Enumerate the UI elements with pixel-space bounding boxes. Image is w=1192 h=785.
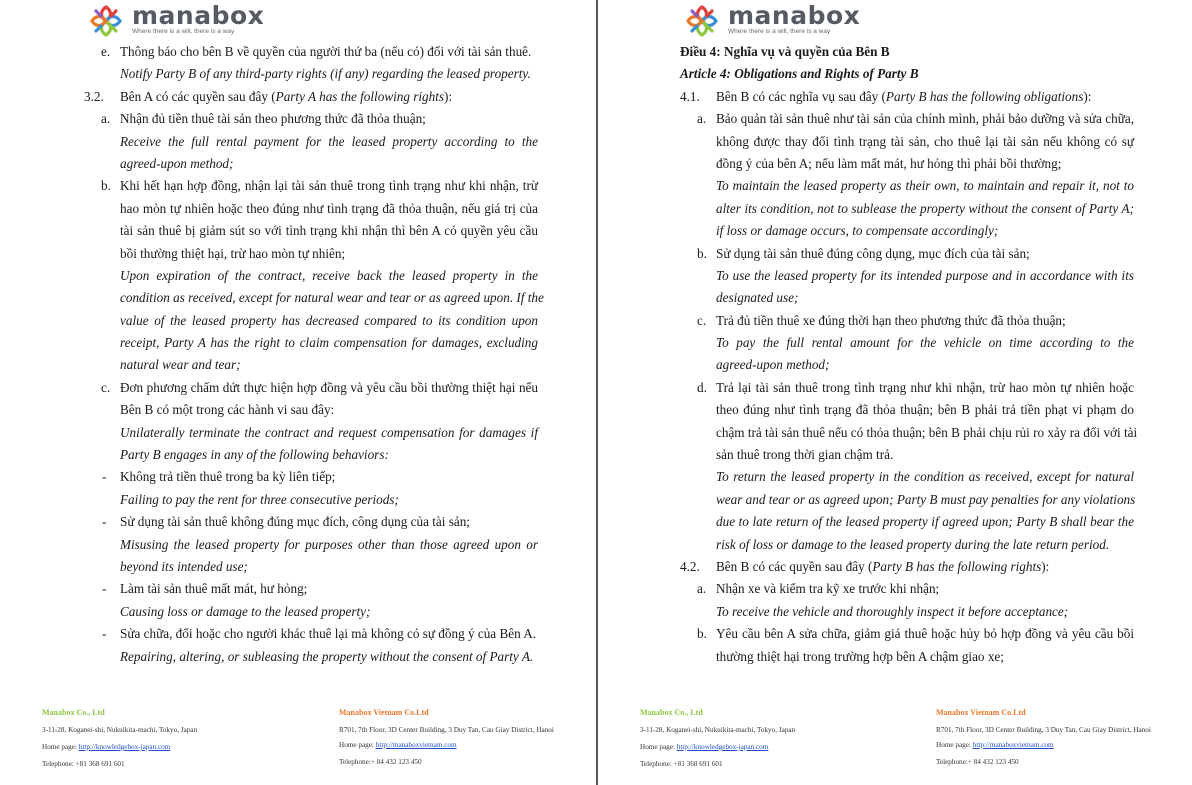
item-c (680, 310, 1136, 332)
vi-text: Đơn phương chấm dứt thực hiện hợp đồng và yêu cầu bồi thường thiệt hại nếu (120, 379, 538, 395)
en-text: Receive the full rental payment for the leased property according to the (120, 133, 538, 149)
en-text: beyond its intended use; (120, 558, 248, 574)
manabox-logo-icon (84, 1, 128, 41)
clause-3-2 (84, 86, 539, 108)
homepage-link[interactable]: http://manaboxvietnam.com (375, 741, 457, 749)
vi-text: thường thiệt hại trong trường hợp bên A chậm giao xe; (716, 648, 1004, 664)
company-phone: Telephone:+ 84 432 123 450 (339, 758, 422, 766)
item-c (84, 377, 539, 399)
en-text: designated use; (716, 290, 799, 306)
clause-heading: Bên B có các quyền sau đây (Party B has the following rights): (716, 558, 1050, 574)
vi-text: Trả đủ tiền thuê xe đúng thời hạn theo phương thức đã thỏa thuận; (716, 312, 1066, 328)
vi-text: Khi hết hạn hợp đồng, nhận lại tài sản thuê trong tình trạng như khi nhận, trừ (120, 178, 538, 194)
company-name: Manabox Vietnam Co.Ltd (339, 708, 429, 717)
dash-item (84, 466, 539, 488)
brand-tagline: Where there is a will, there is a way (132, 28, 235, 35)
company-address: R701, 7th Floor, 3D Center Building, 3 Duy Tan, Cau Giay District, Hanoi (936, 726, 1151, 734)
company-address: 3-11-28, Koganei-shi, Nukuikita-machi, Tokyo, Japan (640, 726, 796, 734)
en-text: agreed-upon method; (120, 155, 234, 171)
item-marker: b. (697, 245, 707, 261)
vi-text: Yêu cầu bên A sửa chữa, giảm giá thuê hoặc hủy bỏ hợp đồng và yêu cầu bồi (716, 626, 1134, 642)
footer-vn: Manabox Vietnam Co.Ltd R701, 7th Floor, 3D Center Building, 3 Duy Tan, Cau Giay District, Hanoi Home page: http://manaboxvietnam.com Telephone:+ 84 432 123 450 (339, 708, 579, 775)
item-marker: b. (101, 178, 111, 194)
vi-text: Bảo quản tài sản thuê như tài sản của chính mình, phải bảo dưỡng và sửa chữa, (716, 111, 1134, 127)
vi-text: theo đúng như tình trạng đã thỏa thuận; bên B phải trả tiền phạt vi phạm do (716, 402, 1134, 418)
company-name: Manabox Co., Ltd (640, 708, 703, 717)
item-marker: d. (697, 379, 707, 395)
item-a (680, 578, 1136, 600)
brand-tagline: Where there is a will, there is a way (728, 28, 831, 35)
document-page-right (598, 0, 1192, 785)
en-text: To use the leased property for its intended purpose and in accordance with its (716, 267, 1134, 283)
dash-marker: - (102, 626, 107, 642)
vi-text: Nhận đủ tiền thuê tài sản theo phương thức đã thỏa thuận; (120, 111, 426, 127)
en-text: natural wear and tear; (120, 357, 241, 373)
item-marker: c. (697, 312, 707, 328)
vi-text: Trả lại tài sản thuê trong tình trạng như khi nhận, trừ hao mòn tự nhiên hoặc (716, 379, 1134, 395)
vi-text: tài sản thuê bị giảm sút so với tình trạng khi nhận thì bên A có quyền yêu cầu (120, 223, 538, 239)
dash-marker: - (102, 581, 107, 597)
company-name: Manabox Co., Ltd (42, 708, 105, 717)
vi-text: đồng ý của bên A; nếu làm mất mát, hư hỏng thì phải bồi thường; (716, 155, 1062, 171)
company-phone: Telephone:+ 84 432 123 450 (936, 758, 1019, 766)
clause-number: 4.1. (680, 88, 700, 104)
vi-text: Làm tài sản thuê mất mát, hư hỏng; (120, 581, 308, 597)
item-marker: e. (101, 44, 111, 59)
vi-text: sản thuê trong thời gian chậm trả. (716, 447, 894, 463)
company-address: 3-11-28, Koganei-shi, Nukuikita-machi, Tokyo, Japan (42, 726, 198, 734)
item-e (84, 41, 539, 63)
item-marker: a. (697, 581, 707, 597)
item-d (680, 377, 1136, 399)
item-marker: a. (697, 111, 707, 127)
vi-text: Sử dụng tài sản thuê đúng công dụng, mục đích của tài sản; (716, 245, 1030, 261)
company-phone: Telephone: +81 368 691 601 (640, 760, 723, 768)
dash-item (84, 623, 539, 645)
homepage-link[interactable]: http://manaboxvietnam.com (972, 741, 1054, 749)
en-text: Misusing the leased property for purposes other than those agreed upon or (120, 536, 538, 552)
homepage-link[interactable]: http://knowledgebox-japan.com (78, 743, 171, 751)
page-left-body (84, 41, 544, 668)
item-marker: b. (697, 626, 707, 642)
clause-4-2 (680, 556, 1136, 578)
dash-marker: - (102, 514, 107, 530)
en-text: Upon expiration of the contract, receive back the leased property in the (120, 267, 538, 283)
vi-text: chậm trả tài sản thuê nếu có thỏa thuận; bên B phải chịu rủi ro xảy ra đối với tài (716, 424, 1138, 440)
en-text: Unilaterally terminate the contract and request compensation for damages if (120, 424, 538, 440)
en-text: Party B engages in any of the following behaviors: (120, 447, 389, 463)
en-text: agreed-upon method; (716, 357, 830, 373)
item-b (680, 623, 1136, 645)
footer-jp: Manabox Co., Ltd 3-11-28, Koganei-shi, Nukuikita-machi, Tokyo, Japan Home page: http://knowledgebox-japan.com Telephone: +81 368 691 601 (640, 708, 885, 777)
vi-text: Không trả tiền thuê trong ba kỳ liên tiếp; (120, 469, 336, 485)
dash-marker: - (102, 469, 107, 485)
en-text: To pay the full rental amount for the vehicle on time according to the (716, 335, 1134, 351)
item-marker: a. (101, 111, 111, 127)
article-title-en: Article 4: Obligations and Rights of Party B (680, 66, 919, 82)
vi-text: bồi thường thiệt hại, trừ hao mòn tự nhiên; (120, 245, 346, 261)
vi-text: Sửa chữa, đổi hoặc cho người khác thuê lại mà không có sự đồng ý của Bên A. (120, 626, 537, 642)
vi-text: Thông báo cho bên B về quyền của người thứ ba (nếu có) đối với tài sản thuê. (120, 44, 532, 59)
clause-number: 4.2. (680, 558, 700, 574)
footer-jp: Manabox Co., Ltd 3-11-28, Koganei-shi, Nukuikita-machi, Tokyo, Japan Home page: http://knowledgebox-japan.com Telephone: +81 368 691 601 (42, 708, 287, 777)
en-text: value of the leased property has decreased compared to its condition upon (120, 312, 538, 328)
en-text: if loss or damage occurs, to compensate accordingly; (716, 223, 999, 239)
vi-text: Sử dụng tài sản thuê không đúng mục đích, công dụng của tài sản; (120, 514, 470, 530)
clause-number: 3.2. (84, 88, 104, 104)
en-text: Causing loss or damage to the leased property; (120, 603, 371, 619)
clause-heading: Bên B có các nghĩa vụ sau đây (Party B has the following obligations): (716, 88, 1092, 104)
manabox-logo-icon (680, 1, 724, 41)
clause-heading: Bên A có các quyền sau đây (Party A has the following rights): (120, 88, 453, 104)
brand-name: manabox (728, 1, 861, 30)
company-name: Manabox Vietnam Co.Ltd (936, 708, 1026, 717)
en-text: To receive the vehicle and thoroughly inspect it before acceptance; (716, 603, 1069, 619)
vi-text: Nhận xe và kiểm tra kỹ xe trước khi nhận; (716, 581, 940, 597)
dash-item (84, 578, 539, 600)
en-text: due to late return of the leased property if agreed upon; Party B shall bear the (716, 514, 1134, 530)
company-phone: Telephone: +81 368 691 601 (42, 760, 125, 768)
item-a (680, 108, 1136, 130)
en-text: condition as received, except for natural wear and tear or as agreed upon. If the (120, 290, 544, 306)
vi-text: Bên B có một trong các hành vi sau đây: (120, 402, 335, 418)
item-a (84, 108, 539, 130)
manabox-logo (680, 1, 860, 41)
en-text: Failing to pay the rent for three consecutive periods; (120, 491, 399, 507)
company-address: R701, 7th Floor, 3D Center Building, 3 Duy Tan, Cau Giay District, Hanoi (339, 726, 554, 734)
brand-name: manabox (132, 1, 265, 30)
article-title-vi: Điều 4: Nghĩa vụ và quyền của Bên B (680, 44, 890, 59)
en-text: To return the leased property in the condition as received, except for natural (716, 469, 1134, 485)
clause-4-1 (680, 86, 1136, 108)
en-text: risk of loss or damage to the leased property during the late return period. (716, 536, 1110, 552)
en-text: Repairing, altering, or subleasing the property without the consent of Party A. (120, 648, 534, 664)
en-text: To maintain the leased property as their own, to maintain and repair it, not to (716, 178, 1134, 194)
dash-item (84, 511, 539, 533)
vi-text: không được thay đổi tình trạng tài sản, cho thuê lại tài sản nếu không có sự (716, 133, 1134, 149)
item-b (680, 243, 1136, 265)
en-text: Notify Party B of any third-party rights (if any) regarding the leased property. (120, 66, 531, 82)
page-right-body (680, 41, 1136, 668)
item-marker: c. (101, 379, 111, 395)
manabox-logo (84, 1, 264, 41)
en-text: alter its condition, not to sublease the property without the consent of Party A; (716, 200, 1134, 216)
en-text: wear and tear or as agreed upon; Party B must pay penalties for any violations (716, 491, 1136, 507)
en-text: receipt, Party A has the right to claim compensation for damages, excluding (120, 335, 538, 351)
vi-text: hao mòn tự nhiên hoặc theo đúng như tình trạng đã thỏa thuận, nếu giá trị của (120, 200, 538, 216)
item-b (84, 175, 539, 197)
footer-vn: Manabox Vietnam Co.Ltd R701, 7th Floor, 3D Center Building, 3 Duy Tan, Cau Giay District, Hanoi Home page: http://manaboxvietnam.com Telephone:+ 84 432 123 450 (936, 708, 1176, 775)
homepage-link[interactable]: http://knowledgebox-japan.com (676, 743, 769, 751)
